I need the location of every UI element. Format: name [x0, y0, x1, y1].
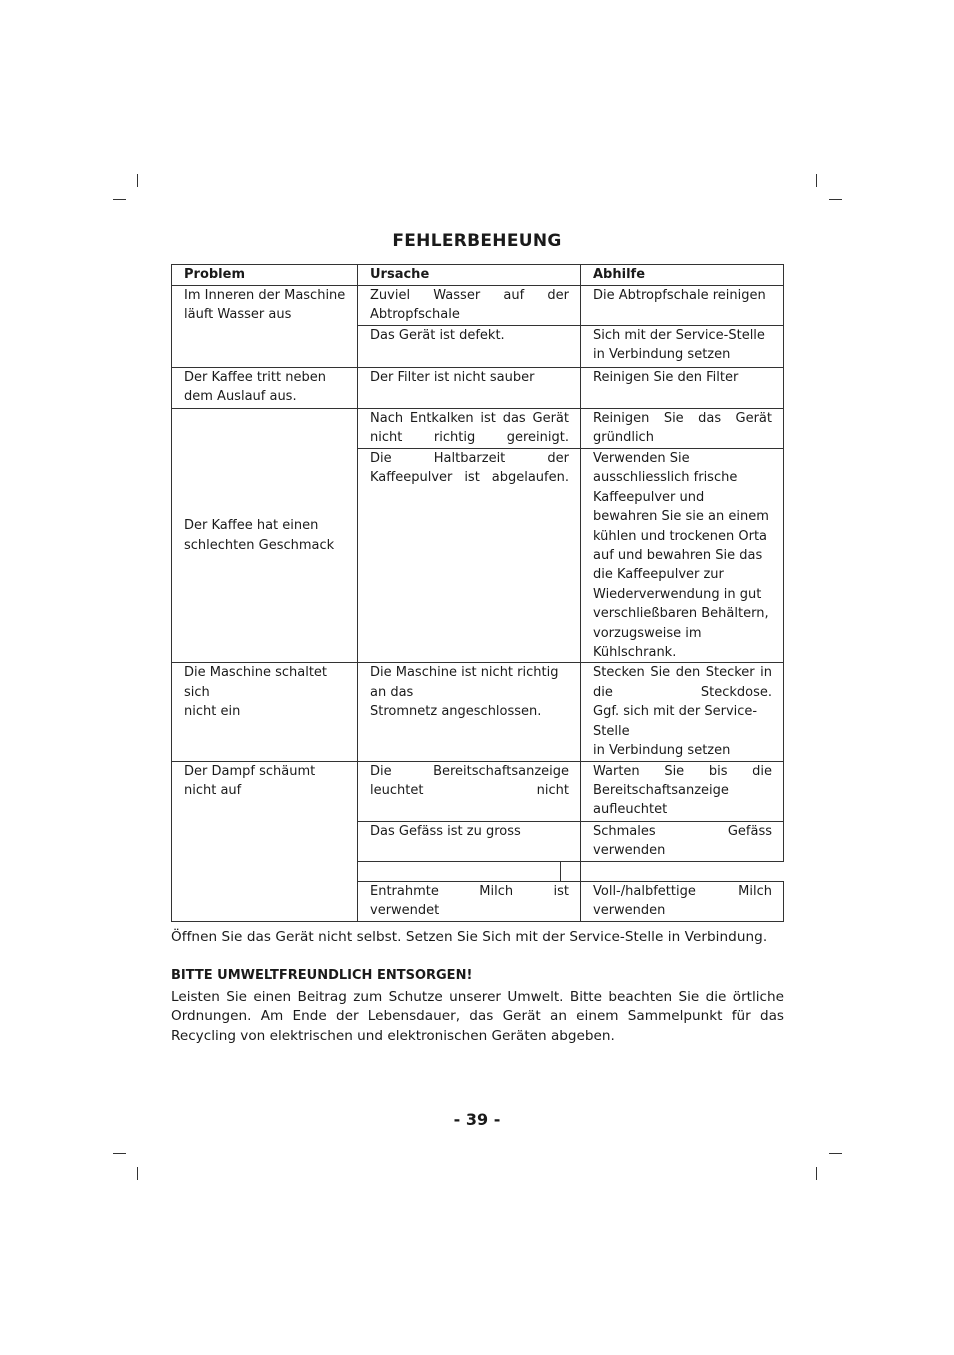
- table-header-row: [172, 265, 784, 286]
- remedy-cell: Schmales Gefäss verwenden: [581, 821, 784, 861]
- problem-line: sich: [184, 684, 210, 700]
- crop-mark: [829, 199, 842, 200]
- page-title: FEHLERBEHEUNG: [392, 231, 562, 251]
- table-row: [172, 286, 784, 326]
- problem-cell: Der Kaffee tritt neben dem Auslauf aus.: [172, 368, 358, 409]
- crop-mark: [113, 1153, 126, 1154]
- safety-note: Öffnen Sie das Gerät nicht selbst. Setzen Sie Sich mit der Service-Stelle in Verbindung.: [171, 929, 768, 945]
- crop-mark: [137, 1167, 138, 1180]
- remedy-cell: [581, 663, 784, 761]
- page-number: - 39 -: [453, 1110, 501, 1129]
- cause-cell: Die Bereitschaftsanzeige leuchtet nicht: [358, 761, 581, 821]
- crop-mark: [137, 174, 138, 187]
- crop-mark: [113, 199, 126, 200]
- problem-line: Die Maschine schaltet: [184, 665, 328, 681]
- problem-line: nicht ein: [184, 704, 241, 720]
- problem-cell: Der Kaffee hat einen schlechten Geschmack: [172, 409, 358, 663]
- section-heading: BITTE UMWELTFREUNDLICH ENTSORGEN!: [171, 968, 473, 983]
- remedy-cell: Die Abtropfschale reinigen: [581, 286, 784, 326]
- table-row: [172, 663, 784, 761]
- crop-mark: [816, 1167, 817, 1180]
- cause-cell: Zuviel Wasser auf der Abtropfschale: [358, 286, 581, 326]
- cause-cell: Das Gefäss ist zu gross: [358, 821, 581, 861]
- empty-cell: [561, 861, 581, 881]
- cause-cell: Die Haltbarzeit der Kaffeepulver ist abgelaufen.: [358, 449, 581, 663]
- cause-cell: [358, 663, 581, 761]
- cause-cell: Entrahmte Milch ist verwendet: [358, 881, 581, 921]
- table-row: [172, 368, 784, 409]
- problem-cell: [172, 663, 358, 761]
- header-cause: Ursache: [358, 265, 581, 286]
- problem-cell: Der Dampf schäumt nicht auf: [172, 761, 358, 921]
- troubleshooting-table: [171, 264, 784, 922]
- empty-cell: [581, 861, 784, 881]
- cause-line: Stromnetz angeschlossen.: [370, 704, 542, 720]
- cause-line: an das: [370, 684, 414, 700]
- section-paragraph: Leisten Sie einen Beitrag zum Schutze unserer Umwelt. Bitte beachten Sie die örtliche Ordnungen. Am Ende der Lebensdauer, das Gerät an einem Sammelpunkt für das Recycling von elektrischen und elektronischen Geräten abgeben.: [171, 989, 784, 1044]
- remedy-line: Ggf. sich mit der Service-Stelle: [593, 704, 758, 739]
- remedy-cell: Voll-/halbfettige Milch verwenden: [581, 881, 784, 921]
- remedy-cell: Sich mit der Service-Stelle in Verbindung setzen: [581, 326, 784, 368]
- remedy-cell: Reinigen Sie den Filter: [581, 368, 784, 409]
- cause-line: Die Maschine ist nicht richtig: [370, 665, 559, 681]
- remedy-cell: Reinigen Sie das Gerät gründlich: [581, 409, 784, 449]
- header-problem: Problem: [172, 265, 358, 286]
- header-remedy: Abhilfe: [581, 265, 784, 286]
- problem-cell: Im Inneren der Maschine läuft Wasser aus: [172, 286, 358, 368]
- remedy-cell: Warten Sie bis die Bereitschaftsanzeige aufleuchtet: [581, 761, 784, 821]
- cause-cell: Nach Entkalken ist das Gerät nicht richtig gereinigt.: [358, 409, 581, 449]
- crop-mark: [829, 1153, 842, 1154]
- remedy-cell: Verwenden Sie ausschliesslich frische Kaffeepulver und bewahren Sie sie an einem kühlen und trockenen Orta auf und bewahren Sie das die Kaffeepulver zur Wiederverwendung in gut verschließbaren Behältern, vorzugsweise im Kühlschrank.: [581, 449, 784, 663]
- cause-cell: Das Gerät ist defekt.: [358, 326, 581, 368]
- remedy-line: Stecken Sie den Stecker in die Steckdose.: [593, 665, 772, 700]
- crop-mark: [816, 174, 817, 187]
- remedy-line: in Verbindung setzen: [593, 743, 731, 759]
- table-row: [172, 761, 784, 821]
- empty-cell: [358, 861, 561, 881]
- table-row: [172, 409, 784, 449]
- cause-cell: Der Filter ist nicht sauber: [358, 368, 581, 409]
